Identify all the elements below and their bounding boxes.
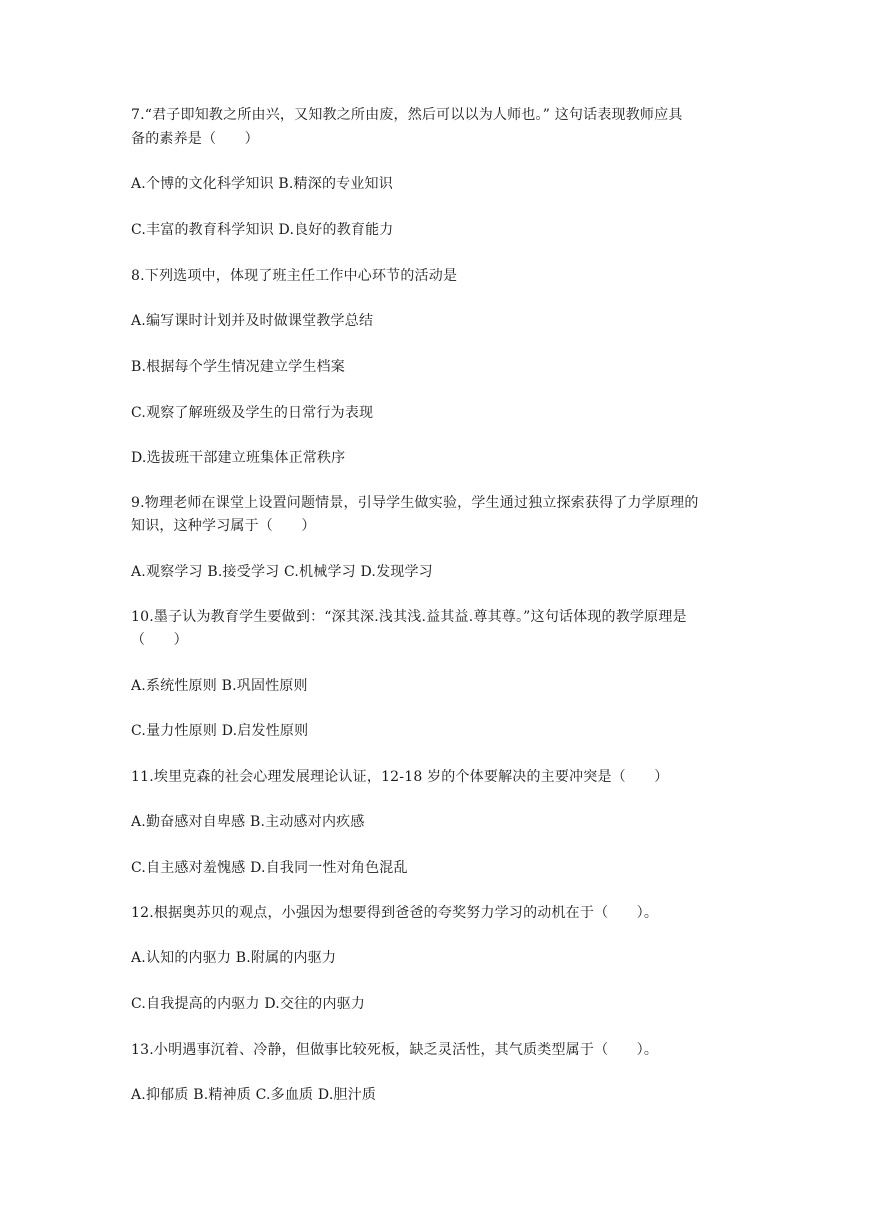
question-9-stem-line-2: 知识，这种学习属于（ ） [131, 518, 316, 534]
question-10-stem-line-2: （ ） [131, 632, 188, 648]
question-8-stem-line-1: 8.下列选项中，体现了班主任工作中心环节的活动是 [131, 268, 458, 284]
question-12-stem-line-1: 12.根据奥苏贝的观点，小强因为想要得到爸爸的夸奖努力学习的动机在于（ ）。 [131, 905, 659, 921]
question-12-option-ab: A.认知的内驱力 B.附属的内驱力 [131, 950, 337, 966]
question-10-option-cd: C.量力性原则 D.启发性原则 [131, 723, 309, 739]
question-7-option-cd: C.丰富的教育科学知识 D.良好的教育能力 [131, 222, 394, 238]
question-13-stem-line-1: 13.小明遇事沉着、冷静，但做事比较死板，缺乏灵活性，其气质类型属于（ ）。 [131, 1042, 659, 1058]
question-11-stem-line-1: 11.埃里克森的社会心理发展理论认证，12-18 岁的个体要解决的主要冲突是（ ） [131, 769, 669, 785]
question-13-options: A.抑郁质 B.精神质 C.多血质 D.胆汁质 [131, 1087, 377, 1103]
question-10-option-ab: A.系统性原则 B.巩固性原则 [131, 678, 308, 694]
question-11-option-cd: C.自主感对羞愧感 D.自我同一性对角色混乱 [131, 860, 408, 876]
question-12-option-cd: C.自我提高的内驱力 D.交往的内驱力 [131, 996, 366, 1012]
question-8-option-a: A.编写课时计划并及时做课堂教学总结 [131, 313, 374, 329]
question-7-stem-line-1: 7.“君子即知教之所由兴，又知教之所由废，然后可以以为人师也。” 这句话表现教师应具 [131, 107, 683, 123]
question-8-option-d: D.选拔班干部建立班集体正常秩序 [131, 450, 346, 466]
question-7-stem-line-2: 备的素养是（ ） [131, 131, 259, 147]
question-7-option-ab: A.个博的文化科学知识 B.精深的专业知识 [131, 176, 393, 192]
question-11-option-ab: A.勤奋感对自卑感 B.主动感对内疚感 [131, 814, 365, 830]
question-10-stem-line-1: 10.墨子认为教育学生要做到：“深其深.浅其浅.益其益.尊其尊。”这句话体现的教学原理是 [131, 609, 687, 625]
question-8-option-b: B.根据每个学生情况建立学生档案 [131, 359, 345, 375]
question-9-options: A.观察学习 B.接受学习 C.机械学习 D.发现学习 [131, 564, 433, 580]
question-9-stem-line-1: 9.物理老师在课堂上设置问题情景，引导学生做实验，学生通过独立探索获得了力学原理的 [131, 495, 699, 511]
question-8-option-c: C.观察了解班级及学生的日常行为表现 [131, 405, 374, 421]
